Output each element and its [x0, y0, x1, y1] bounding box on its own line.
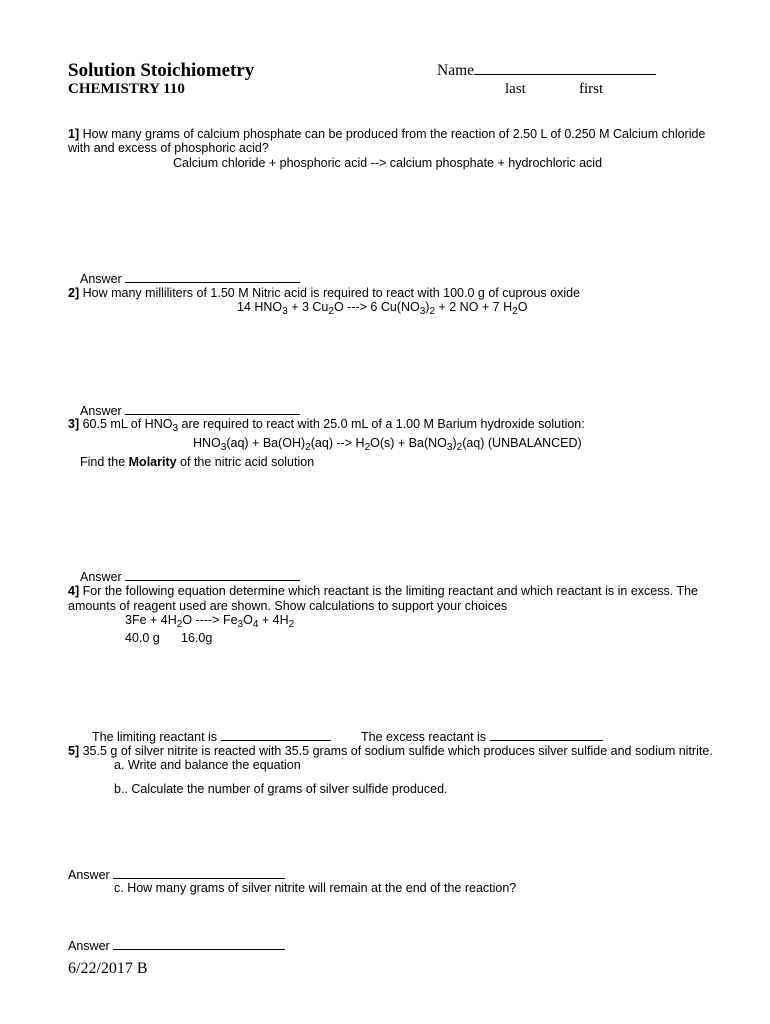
answer-blank[interactable]	[125, 271, 300, 283]
question-4-number: 4]	[68, 584, 80, 598]
question-4-line2: amounts of reagent used are shown. Show calculations to support your choices	[68, 599, 508, 613]
name-blank[interactable]	[474, 63, 656, 75]
question-2-line1	[68, 286, 580, 300]
limiting-reactant-blank[interactable]	[221, 729, 331, 741]
question-5-text: 35.5 g of silver nitrite is reacted with 35.5 grams of sodium sulfide which produces silver sulfide and sodium nitrite.	[82, 744, 713, 758]
excess-reactant-label: The excess reactant is	[361, 730, 487, 744]
first-label: first	[579, 81, 604, 97]
answer-blank[interactable]	[113, 938, 285, 950]
question-3-equation: $HNO_3(aq) + Ba(OH)_2(aq)$ --> $H_2O(s) + Ba(NO_3)_2(aq)$ (UNBALANCED)	[193, 436, 582, 453]
limiting-reactant-label: The limiting reactant is	[92, 730, 218, 744]
question-4-line1	[68, 584, 698, 598]
answer-blank[interactable]	[125, 403, 300, 415]
question-3-number: 3]	[68, 417, 80, 431]
answer-blank[interactable]	[113, 867, 285, 879]
question-5-answer-1[interactable]	[68, 867, 285, 882]
question-1-line1	[68, 127, 705, 141]
question-4-text: For the following equation determine which reactant is the limiting reactant and which reactant is in excess. The	[82, 584, 698, 598]
question-5-number: 5]	[68, 744, 80, 758]
question-1-equation: Calcium chloride + phosphoric acid --> calcium phosphate + hydrochloric acid	[173, 156, 603, 170]
question-2-number: 2]	[68, 286, 80, 300]
question-2-text: How many milliliters of 1.50 M Nitric acid is required to react with 100.0 g of cuprous oxide	[82, 286, 581, 300]
limiting-reactant-field[interactable]	[92, 729, 331, 744]
question-2-answer[interactable]	[80, 403, 300, 418]
name-label: Name	[437, 62, 475, 79]
question-1-number: 1]	[68, 127, 80, 141]
question-3-answer[interactable]	[80, 569, 300, 584]
question-4-mass-fe: 40.0 g	[125, 631, 160, 645]
question-1-line2: with and excess of phosphoric acid?	[68, 141, 269, 155]
document-date: 6/22/2017 B	[68, 960, 148, 977]
question-3-find: Find the Molarity of the nitric acid solution	[80, 455, 315, 469]
answer-blank[interactable]	[125, 569, 300, 581]
answer-label: Answer	[68, 939, 110, 953]
page-title: Solution Stoichiometry	[68, 60, 255, 81]
excess-reactant-field[interactable]	[361, 729, 603, 744]
question-1-text: How many grams of calcium phosphate can be produced from the reaction of 2.50 L of 0.250 M Calcium chloride	[82, 127, 706, 141]
question-5-part-a: a. Write and balance the equation	[114, 758, 301, 772]
answer-label: Answer	[80, 404, 122, 418]
question-1-answer[interactable]	[80, 271, 300, 286]
excess-reactant-blank[interactable]	[490, 729, 603, 741]
answer-label: Answer	[80, 570, 122, 584]
question-5-part-b: b.. Calculate the number of grams of silver sulfide produced.	[114, 782, 448, 796]
question-4-mass-h2o: 16.0g	[181, 631, 213, 645]
question-5-answer-2[interactable]	[68, 938, 285, 953]
question-2-equation: 14 $HNO_3 + 3$ $Cu_2O$ ---> 6 $Cu(NO_3)_2 + 2$ NO + 7 $H_2O$	[237, 300, 528, 317]
name-field[interactable]	[437, 62, 656, 80]
question-3-line1: 3] 60.5 mL of $HNO_3$ are required to react with 25.0 mL of a 1.00 M Barium hydroxide solution:	[68, 417, 585, 434]
question-5-part-c: c. How many grams of silver nitrite will remain at the end of the reaction?	[114, 881, 517, 895]
question-4-equation: $3Fe + 4H_2O$ ----> $Fe_3O_4 + 4H_2$	[125, 613, 295, 630]
last-label: last	[505, 81, 526, 97]
course-label: CHEMISTRY 110	[68, 81, 185, 97]
answer-label: Answer	[80, 272, 122, 286]
answer-label: Answer	[68, 868, 110, 882]
question-5-line1	[68, 744, 713, 758]
